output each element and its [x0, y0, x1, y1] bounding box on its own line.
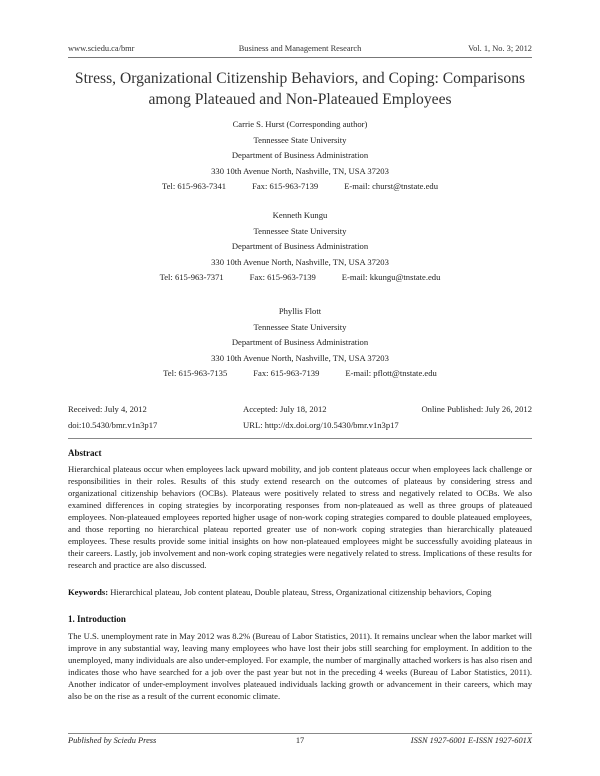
page-footer	[68, 736, 532, 748]
issn: ISSN 1927-6001 E-ISSN 1927-601X	[410, 736, 532, 745]
author-email[interactable]: E-mail: kkungu@tnstate.edu	[341, 272, 441, 282]
author-address: 330 10th Avenue North, Nashville, TN, USA 37203	[211, 165, 389, 176]
author-name: Carrie S. Hurst (Corresponding author)	[232, 119, 368, 129]
page-number: 17	[295, 736, 305, 745]
paper-title	[60, 68, 540, 110]
accepted-date: Accepted: July 18, 2012	[243, 404, 327, 414]
journal-url[interactable]: www.sciedu.ca/bmr	[68, 44, 135, 53]
abstract-text: Hierarchical plateaus occur when employees lack upward mobility, and job content plateaus occur when employees lack challenge or responsibilities in their roles. Results of this study extend research on the outcomes of plateaus by considering stress and organizational citizenship behaviors (OCBs). Plateaus were positively related to stress and negatively related to OCBs. We also examined differences in coping strategies by incorporating responses from non-plateaued as well as three groups of plateaued employees. Non-plateaued employees reported higher usage of non-work coping strategies compared to double plateaued employees, and those reporting no hierarchical plateau reported greater use of non-work coping strategies than hierarchically plateaued employees. These results provide some initial insights on how non-plateaued employees might be successfully avoiding plateaus in their careers. Lastly, job involvement and non-work coping strategies were negatively related to stress. Implications of these results for research and practice are also discussed.	[68, 464, 532, 570]
author-fax: Fax: 615-963-7139	[253, 368, 320, 378]
author-block-2	[68, 208, 532, 286]
author-fax: Fax: 615-963-7139	[252, 181, 319, 191]
introduction-text: The U.S. unemployment rate in May 2012 was 8.2% (Bureau of Labor Statistics, 2011). It remains unclear when the labor market will improve in any substantial way, leaving many employees who have lost their jobs still searching for employment. In addition to the unemployed, many individuals are also under-employed. For example, the number of marginally attached workers is has also risen and indicates those who have searched for a job over the past year but not in the preceding 4 weeks (Bureau of Labor Statistics, 2011). Another indicator of under-employment involves plateaued individuals lacking growth or advancement in their careers, which may also be on the rise as a result of the current economic climate.	[68, 631, 532, 701]
section-heading: 1. Introduction	[68, 614, 126, 624]
author-department: Department of Business Administration	[231, 150, 369, 160]
title-line-1: Stress, Organizational Citizenship Behaviors, and Coping: Comparisons	[74, 70, 526, 87]
volume-info: Vol. 1, No. 3; 2012	[468, 44, 532, 53]
meta-divider	[68, 438, 532, 439]
footer-divider	[68, 733, 532, 734]
keywords-label: Keywords:	[68, 587, 109, 597]
abstract-heading: Abstract	[68, 448, 102, 458]
author-address: 330 10th Avenue North, Nashville, TN, USA 37203	[211, 352, 389, 363]
author-email[interactable]: E-mail: pflott@tnstate.edu	[345, 368, 437, 378]
published-date: Online Published: July 26, 2012	[421, 404, 532, 414]
author-address: 330 10th Avenue North, Nashville, TN, USA 37203	[211, 256, 389, 267]
running-header	[68, 44, 532, 58]
publication-dates	[68, 404, 532, 416]
received-date: Received: July 4, 2012	[68, 404, 147, 414]
author-tel: Tel: 615-963-7135	[163, 368, 228, 378]
publication-identifiers	[68, 420, 532, 432]
author-contact	[68, 270, 532, 286]
doi[interactable]: doi:10.5430/bmr.v1n3p17	[68, 420, 158, 430]
journal-name: Business and Management Research	[238, 44, 362, 53]
author-block-1	[68, 117, 532, 195]
author-block-3	[68, 304, 532, 382]
author-contact	[68, 366, 532, 382]
header-divider	[68, 57, 532, 58]
author-department: Department of Business Administration	[231, 241, 369, 251]
author-university: Tennessee State University	[253, 321, 347, 332]
author-department: Department of Business Administration	[231, 337, 369, 347]
author-university: Tennessee State University	[253, 225, 347, 236]
author-university: Tennessee State University	[253, 134, 347, 145]
author-tel: Tel: 615-963-7341	[161, 181, 227, 191]
author-fax: Fax: 615-963-7139	[249, 272, 316, 282]
keywords-text: Hierarchical plateau, Job content plateau, Double plateau, Stress, Organizational citizenship behaviors, Coping	[110, 587, 492, 597]
doi-url[interactable]: URL: http://dx.doi.org/10.5430/bmr.v1n3p17	[243, 420, 399, 430]
author-email[interactable]: E-mail: churst@tnstate.edu	[344, 181, 439, 191]
title-line-2: among Plateaued and Non-Plateaued Employees	[148, 91, 452, 108]
author-contact	[68, 179, 532, 195]
author-tel: Tel: 615-963-7371	[159, 272, 224, 282]
author-name: Kenneth Kungu	[272, 210, 328, 220]
publisher: Published by Sciedu Press	[68, 736, 157, 745]
author-name: Phyllis Flott	[278, 306, 322, 316]
keywords	[68, 586, 532, 598]
